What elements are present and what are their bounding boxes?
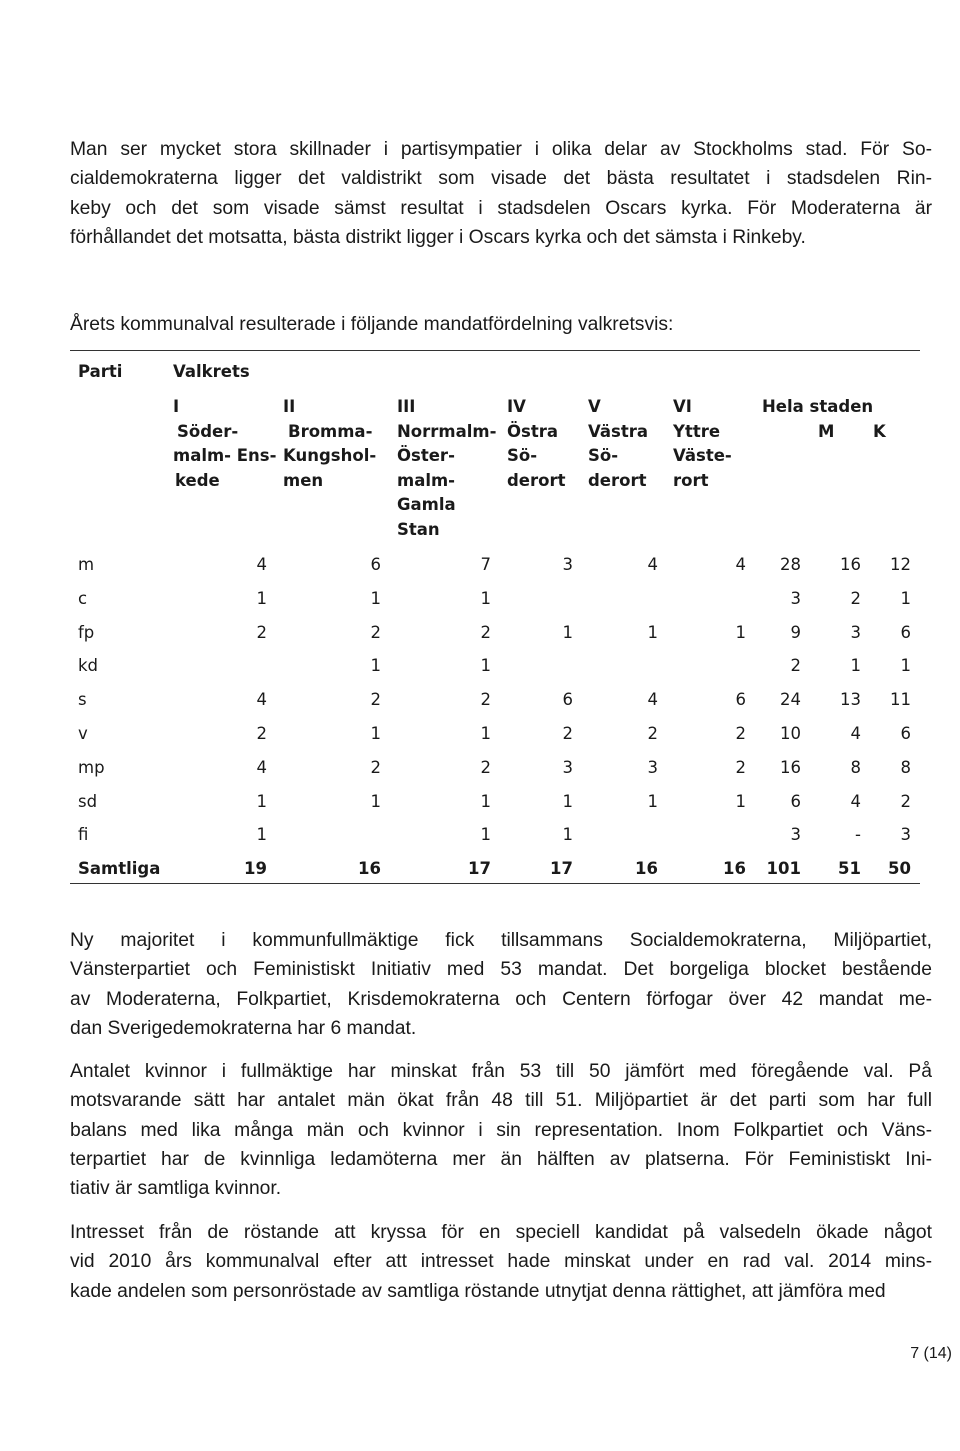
table-cell: 1	[900, 656, 911, 676]
table-cell: 6	[790, 791, 801, 811]
table-cell: 11	[890, 690, 911, 710]
table-cell: 3	[790, 825, 801, 845]
header-m: M	[818, 422, 835, 441]
table-cell: 1	[370, 791, 381, 811]
text-line: Ny majoritet i kommunfullmäktige fick tillsammans Socialdemokraterna, Miljöpartiet,	[70, 930, 932, 951]
text-line: tiativ är samtliga kvinnor.	[70, 1178, 282, 1200]
header-valkrets: Valkrets	[173, 362, 250, 381]
district-name-line: Sö-	[588, 446, 619, 465]
text-line: dan Sverigedemokraterna har 6 mandat.	[70, 1017, 417, 1039]
district-roman-numeral: IV	[507, 397, 526, 416]
district-roman-numeral: V	[588, 397, 601, 416]
table-cell: 3	[562, 555, 573, 574]
table-cell: 1	[480, 588, 491, 608]
table-cell: 2	[370, 690, 381, 710]
table-cell: 2	[790, 656, 801, 676]
table-cell: 1	[647, 622, 658, 642]
header-hela-staden: Hela staden	[762, 397, 874, 416]
table-cell: 101	[766, 859, 801, 879]
party-label: Samtliga	[78, 859, 161, 879]
district-name-line: Söder-	[177, 421, 239, 441]
district-name-line: kede	[175, 470, 220, 490]
district-roman-numeral: I	[173, 397, 180, 416]
district-name-line: Stan	[397, 519, 440, 539]
table-cell: 1	[900, 588, 911, 608]
table-cell: 1	[562, 825, 573, 845]
table-cell: 3	[647, 757, 658, 777]
table-cell: 19	[244, 859, 267, 879]
table-cell: 6	[370, 555, 381, 574]
paragraph-personal-votes	[70, 1218, 932, 1306]
header-k: K	[873, 422, 886, 441]
table-cell: 16	[723, 859, 746, 879]
table-cell: 28	[780, 555, 801, 574]
table-bottom-rule	[70, 883, 920, 884]
table-cell: 1	[370, 724, 381, 743]
party-label: fi	[78, 825, 89, 845]
table-cell: 4	[256, 690, 267, 710]
table-cell: 2	[850, 588, 861, 608]
district-name-line: Gamla	[397, 495, 456, 514]
text-line: Vänsterpartiet och Feministiskt Initiativ med 53 mandat. Det borgeliga blocket bestående	[70, 959, 932, 981]
table-cell: 1	[480, 791, 491, 811]
text-line: Man ser mycket stora skillnader i partisympatier i olika delar av Stockholms stad. För So-	[70, 139, 932, 160]
table-cell: 2	[256, 724, 267, 743]
table-cell: 2	[480, 757, 491, 777]
district-name-line: Väste-	[673, 446, 732, 465]
district-name-line: Västra	[588, 421, 648, 441]
party-label: c	[78, 588, 88, 608]
table-cell: 16	[358, 859, 381, 879]
table-top-rule	[70, 350, 920, 351]
district-roman-numeral: II	[283, 397, 296, 416]
district-roman-numeral: VI	[673, 397, 692, 416]
district-name-line: rort	[673, 470, 709, 490]
table-cell: 1	[562, 791, 573, 811]
paragraph-women-representation	[70, 1057, 932, 1203]
district-name-line: derort	[507, 470, 566, 490]
party-label: m	[78, 555, 95, 574]
text-line: keby och det som visade sämst resultat i stadsdelen Oscars kyrka. För Moderaterna är	[70, 197, 932, 219]
district-name-line: Norrmalm-	[397, 421, 497, 441]
table-cell: 1	[735, 622, 746, 642]
text-line: motsvarande sätt har antalet män ökat från 48 till 51. Miljöpartiet är det parti som har full	[70, 1090, 932, 1112]
table-cell: 1	[256, 791, 267, 811]
text-line: av Moderaterna, Folkpartiet, Krisdemokraterna och Centern förfogar över 42 mandat me-	[70, 988, 932, 1010]
table-cell: 2	[370, 622, 381, 642]
table-cell: 7	[480, 555, 491, 574]
table-cell: 2	[562, 724, 573, 743]
district-roman-numeral: III	[397, 397, 416, 416]
table-cell: 1	[370, 656, 381, 676]
text-line: cialdemokraterna ligger det valdistrikt som visade det bästa resultatet i stadsdelen Rin-	[70, 168, 932, 190]
text-line: terpartiet har de kvinnliga ledamöterna mer än hälften av platserna. För Feministiskt Ini-	[70, 1148, 932, 1170]
table-cell: 6	[900, 622, 911, 642]
text-line: Intresset från de röstande att kryssa för en speciell kandidat på valsedeln ökade något	[70, 1222, 932, 1243]
table-cell: 16	[840, 555, 861, 574]
table-cell: 2	[900, 791, 911, 811]
table-cell: 9	[790, 622, 801, 642]
table-cell: -	[855, 825, 861, 845]
table-cell: 4	[256, 555, 267, 574]
table-cell: 13	[840, 690, 861, 710]
table-cell: 2	[647, 724, 658, 743]
text-line: förhållandet det motsatta, bästa distrikt ligger i Oscars kyrka och det sämsta i Rinkeby.	[70, 226, 806, 248]
table-cell: 50	[888, 859, 911, 879]
table-cell: 51	[838, 859, 861, 879]
table-cell: 1	[562, 622, 573, 642]
table-cell: 3	[850, 622, 861, 642]
table-cell: 4	[850, 724, 861, 743]
table-cell: 1	[256, 588, 267, 608]
table-cell: 2	[480, 690, 491, 710]
table-cell: 8	[850, 757, 861, 777]
district-name-line: Östra	[507, 421, 559, 441]
paragraph-party-sympathies	[70, 135, 932, 252]
table-cell: 1	[480, 724, 491, 743]
party-label: mp	[78, 757, 105, 777]
district-name-line: Öster-	[397, 446, 455, 465]
table-cell: 16	[780, 757, 801, 777]
header-parti: Parti	[78, 362, 123, 381]
paragraph-table-intro	[70, 310, 932, 339]
party-label: kd	[78, 656, 99, 676]
table-cell: 2	[256, 622, 267, 642]
table-cell: 6	[735, 690, 746, 710]
district-name-line: malm- Ens-	[173, 446, 277, 465]
district-name-line: derort	[588, 470, 647, 490]
table-cell: 12	[890, 555, 911, 574]
table-cell: 4	[647, 690, 658, 710]
district-name-line: Yttre	[673, 421, 721, 441]
table-cell: 6	[900, 724, 911, 743]
table-cell: 4	[647, 555, 658, 574]
table-cell: 4	[256, 757, 267, 777]
table-cell: 2	[735, 757, 746, 777]
table-cell: 17	[468, 859, 491, 879]
paragraph-new-majority	[70, 926, 932, 1043]
district-name-line: malm-	[397, 470, 456, 490]
table-cell: 3	[562, 757, 573, 777]
table-cell: 1	[735, 791, 746, 811]
table-cell: 1	[480, 825, 491, 845]
table-cell: 16	[635, 859, 658, 879]
table-cell: 1	[370, 588, 381, 608]
district-name-line: Bromma-	[288, 421, 373, 441]
table-cell: 3	[790, 588, 801, 608]
table-cell: 10	[780, 724, 801, 743]
table-cell: 1	[480, 656, 491, 676]
text-line: vid 2010 års kommunalval efter att intresset hade minskat under en rad val. 2014 mins-	[70, 1251, 932, 1273]
table-cell: 2	[735, 724, 746, 743]
party-label: s	[78, 690, 87, 710]
text-line: balans med lika många män och kvinnor i sin representation. Inom Folkpartiet och Väns-	[70, 1119, 932, 1141]
table-cell: 6	[562, 690, 573, 710]
table-cell: 1	[647, 791, 658, 811]
table-cell: 1	[850, 656, 861, 676]
district-name-line: Kungshol-	[283, 446, 377, 465]
text-line: kade andelen som personröstade av samtliga röstande utnytjat denna rättighet, att jämföra med	[70, 1280, 886, 1302]
table-cell: 1	[256, 825, 267, 845]
table-cell: 2	[480, 622, 491, 642]
district-name-line: men	[283, 470, 324, 490]
text-line: Årets kommunalval resulterade i följande mandatfördelning valkretsvis:	[70, 314, 674, 335]
district-name-line: Sö-	[507, 446, 538, 465]
party-label: sd	[78, 791, 98, 811]
table-cell: 17	[550, 859, 573, 879]
table-cell: 24	[780, 690, 801, 710]
party-label: v	[78, 724, 88, 743]
page-number: 7 (14)	[910, 1345, 952, 1362]
table-cell: 4	[735, 555, 746, 574]
party-label: fp	[78, 622, 95, 642]
text-line: Antalet kvinnor i fullmäktige har minskat från 53 till 50 jämfört med föregående val. På	[70, 1061, 932, 1082]
table-cell: 8	[900, 757, 911, 777]
table-cell: 4	[850, 791, 861, 811]
table-cell: 3	[900, 825, 911, 845]
table-cell: 2	[370, 757, 381, 777]
